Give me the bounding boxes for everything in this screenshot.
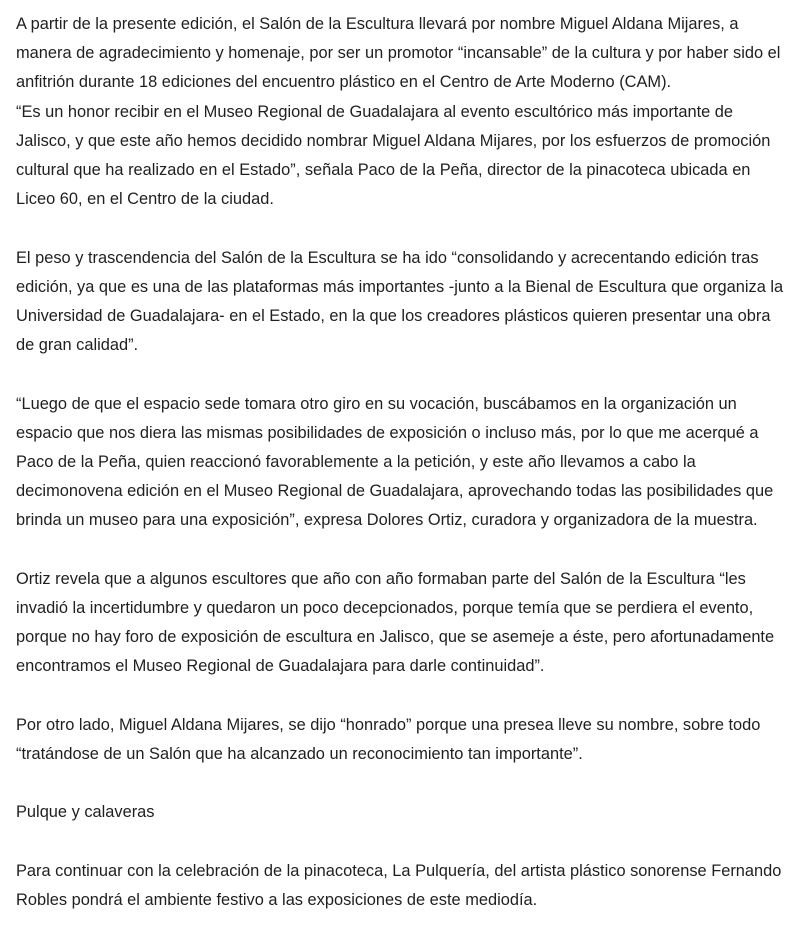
paragraph-quote-dolores: “Luego de que el espacio sede tomara otro giro en su vocación, buscábamos en la organización un espacio que nos diera las mismas posibilidades de exposición o incluso más, por lo que me acerqué a Paco de la Peña, quien reaccionó favorablemente a la petición, y este año llevamos a cabo la decimonovena edición en el Museo Regional de Guadalajara, aprovechando todas las posibilidades que brinda un museo para una exposición”, expresa Dolores Ortiz, curadora y organizadora de la muestra.: [16, 394, 774, 530]
paragraph-aldana-honrado: Por otro lado, Miguel Aldana Mijares, se dijo “honrado” porque una presea lleve su nombre, sobre todo “tratándose de un Salón que ha alcanzado un reconocimiento tan importante”.: [16, 715, 761, 764]
section-heading-pulque: Pulque y calaveras: [16, 803, 155, 822]
paragraph-ortiz-revela: Ortiz revela que a algunos escultores que año con año formaban parte del Salón de la Escultura “les invadió la incertidumbre y quedaron un poco decepcionados, porque temía que se perdiera el evento, porque no hay foro de exposición de escultura en Jalisco, que se asemeje a éste, pero afortunadamente encontramos el Museo Regional de Guadalajara para darle continuidad”.: [16, 569, 775, 676]
paragraph-homenaje: A partir de la presente edición, el Salón de la Escultura llevará por nombre Miguel Aldana Mijares, a manera de agradecimiento y homenaje, por ser un promotor “incansable” de la cultura y por haber sido el anfitrión durante 18 ediciones del encuentro plástico en el Centro de Arte Moderno (CAM).: [16, 15, 781, 92]
paragraph-quote-paco: “Es un honor recibir en el Museo Regional de Guadalajara al evento escultórico más importante de Jalisco, y que este año hemos decidido nombrar Miguel Aldana Mijares, por los esfuerzos de promoción cultural que ha realizado en el Estado”, señala Paco de la Peña, director de la pinacoteca ubicada en Liceo 60, en el Centro de la ciudad.: [16, 102, 771, 209]
paragraph-pulqueria: Para continuar con la celebración de la pinacoteca, La Pulquería, del artista plástico sonorense Fernando Robles pondrá el ambiente festivo a las exposiciones de este mediodía.: [16, 861, 782, 909]
paragraph-trascendencia: El peso y trascendencia del Salón de la Escultura se ha ido “consolidando y acrecentando edición tras edición, ya que es una de las plataformas más importantes -junto a la Bienal de Escultura que organiza la Universidad de Guadalajara- en el Estado, en la que los creadores plásticos quieren presentar una obra de gran calidad”.: [16, 248, 784, 355]
